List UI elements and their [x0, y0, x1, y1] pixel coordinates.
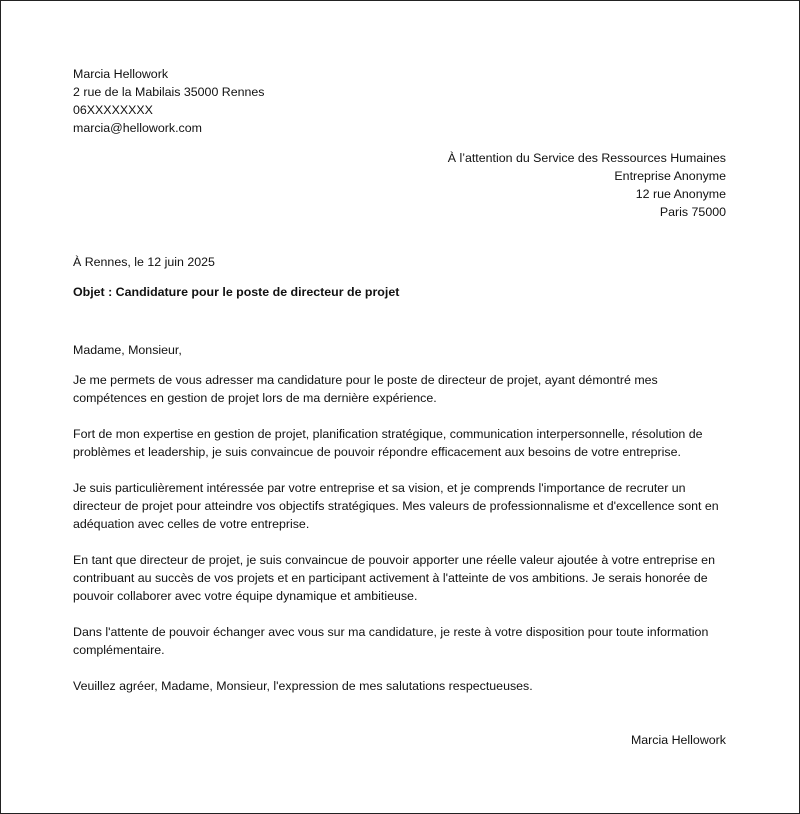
recipient-city: Paris 75000: [659, 205, 726, 219]
sender-name: Marcia Hellowork: [73, 67, 169, 81]
recipient-attention: À l’attention du Service des Ressources Humaines: [447, 151, 726, 165]
sender-address: 2 rue de la Mabilais 35000 Rennes: [73, 85, 265, 99]
body-paragraph: Je me permets de vous adresser ma candidature pour le poste de directeur de projet, ayant démontré mes compétences en gestion de projet lors de ma dernière expérience.: [73, 373, 658, 405]
body-paragraph: Dans l'attente de pouvoir échanger avec vous sur ma candidature, je reste à votre disposition pour toute information complémentaire.: [73, 625, 709, 657]
body-paragraph: En tant que directeur de projet, je suis convaincue de pouvoir apporter une réelle valeur ajoutée à votre entreprise en contribuant au succès de vos projets et en participant activement à l'atteinte de vos ambitions. Je serais honorée de pouvoir collaborer avec votre équipe dynamique et ambitieuse.: [73, 553, 715, 603]
sender-phone: 06XXXXXXXX: [73, 103, 153, 117]
letter-subject: Objet : Candidature pour le poste de directeur de projet: [73, 285, 400, 299]
closing-paragraph: Veuillez agréer, Madame, Monsieur, l'expression de mes salutations respectueuses.: [73, 679, 533, 693]
sender-email: marcia@hellowork.com: [73, 121, 202, 135]
body-paragraph: Fort de mon expertise en gestion de projet, planification stratégique, communication interpersonnelle, résolution de problèmes et leadership, je suis convaincue de pouvoir répondre efficacement aux besoins de votre entreprise.: [73, 427, 703, 459]
sender-block: [73, 65, 265, 137]
recipient-block: [448, 149, 726, 221]
letter-body: [73, 341, 733, 713]
salutation: Madame, Monsieur,: [73, 343, 182, 357]
recipient-company: Entreprise Anonyme: [614, 169, 726, 183]
body-paragraph: Je suis particulièrement intéressée par votre entreprise et sa vision, et je comprends l'importance de recruter un directeur de projet pour atteindre vos objectifs stratégiques. Mes valeurs de professionnalisme et d'excellence sont en adéquation avec celles de votre entreprise.: [73, 481, 719, 531]
signature: Marcia Hellowork: [630, 733, 726, 747]
recipient-street: 12 rue Anonyme: [635, 187, 726, 201]
letter-date: À Rennes, le 12 juin 2025: [73, 255, 215, 269]
